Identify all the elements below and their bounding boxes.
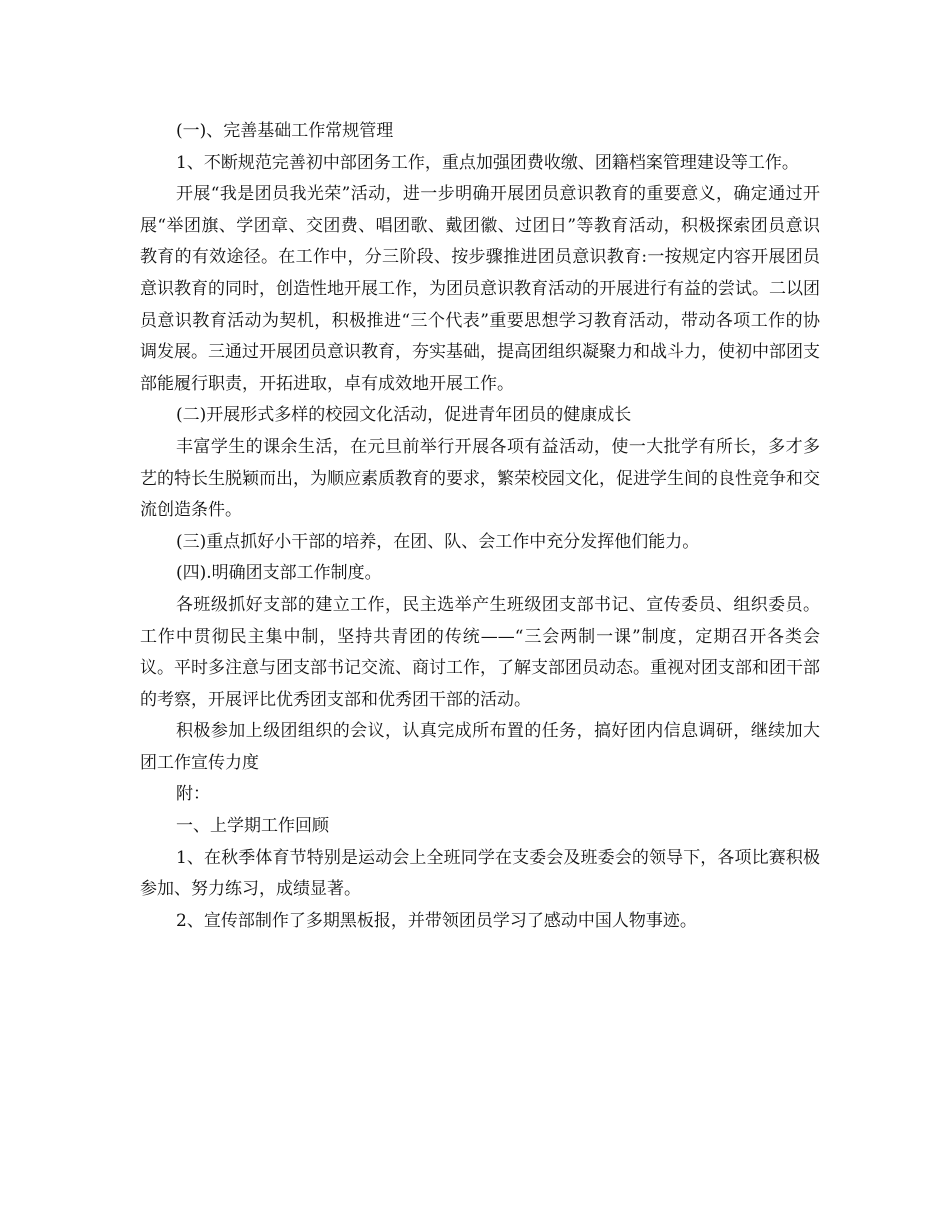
section-heading-2: (二)开展形式多样的校园文化活动，促进青年团员的健康成长: [176, 405, 632, 426]
document-body: [140, 116, 820, 937]
paragraph-6: 1、在秋季体育节特别是运动会上全班同学在支委会及班委会的领导下，各项比赛积极参加、努力练习，成绩显著。: [140, 847, 820, 900]
paragraph-7: 2、宣传部制作了多期黑板报，并带领团员学习了感动中国人物事迹。: [176, 910, 697, 931]
appendix-label: 附：: [176, 784, 210, 805]
paragraph-3: 丰富学生的课余生活，在元旦前举行开展各项有益活动，使一大批学有所长，多才多艺的特长生脱颖而出，为顺应素质教育的要求，繁荣校园文化，促进学生间的良性竞争和交流创造条件。: [140, 436, 820, 521]
section-heading-4: (四).明确团支部工作制度。: [176, 563, 382, 584]
paragraph-2: 开展“我是团员我光荣”活动，进一步明确开展团员意识教育的重要意义，确定通过开展“举团旗、学团章、交团费、唱团歌、戴团徽、过团日”等教育活动，积极探索团员意识教育的有效途径。在工作中，分三阶段、按步骤推进团员意识教育:一按规定内容开展团员意识教育的同时，创造性地开展工作，为团员意识教育活动的开展进行有益的尝试。二以团员意识教育活动为契机，积极推进“三个代表”重要思想学习教育活动，带动各项工作的协调发展。三通过开展团员意识教育，夯实基础，提高团组织凝聚力和战斗力，使初中部团支部能履行职责，开拓进取，卓有成效地开展工作。: [140, 184, 820, 394]
section-heading-5: 一、上学期工作回顾: [176, 816, 329, 837]
paragraph-5: 积极参加上级团组织的会议，认真完成所布置的任务，搞好团内信息调研，继续加大团工作宣传力度: [140, 721, 820, 773]
section-heading-1: (一)、完善基础工作常规管理: [176, 121, 394, 141]
paragraph-1: 1、不断规范完善初中部团务工作，重点加强团费收缴、团籍档案管理建设等工作。: [176, 152, 799, 173]
section-heading-3: (三)重点抓好小干部的培养，在团、队、会工作中充分发挥他们能力。: [176, 531, 700, 552]
paragraph-4: 各班级抓好支部的建立工作，民主选举产生班级团支部书记、宣传委员、组织委员。工作中贯彻民主集中制，坚持共青团的传统——“三会两制一课”制度，定期召开各类会议。平时多注意与团支部书记交流、商讨工作，了解支部团员动态。重视对团支部和团干部的考察，开展评比优秀团支部和优秀团干部的活动。: [140, 594, 820, 710]
